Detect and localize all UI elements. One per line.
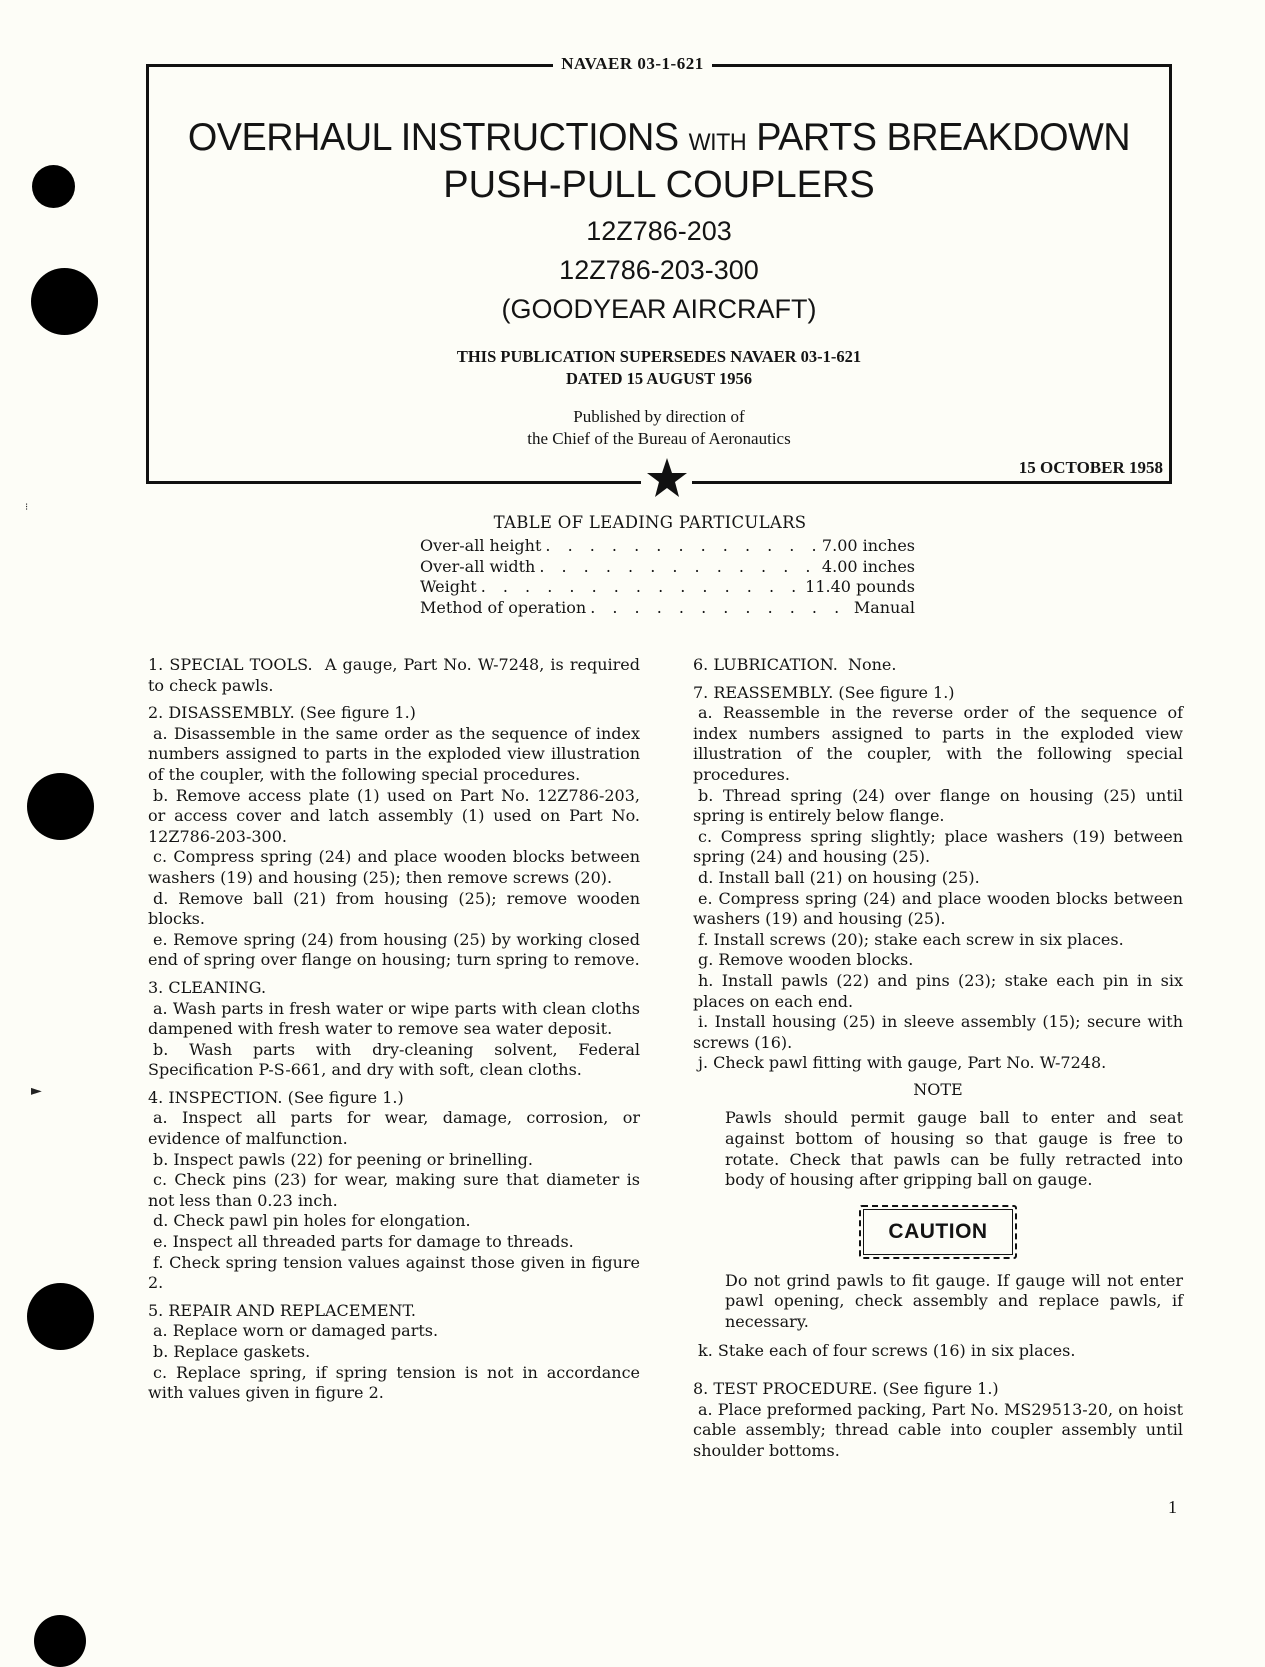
particulars-row (420, 577, 915, 598)
page-number: 1 (1168, 1497, 1177, 1517)
step: b. Replace gaskets. (153, 1342, 311, 1361)
supersedes-line-1: THIS PUBLICATION SUPERSEDES NAVAER 03-1-621 (456, 347, 862, 366)
step: b. Inspect pawls (22) for peening or brinelling. (153, 1149, 533, 1169)
section-reassembly (693, 683, 1183, 1362)
publication-date: 15 OCTOBER 1958 (1018, 458, 1163, 477)
section-test-procedure (693, 1379, 1183, 1461)
title-part-2: PARTS BREAKDOWN (756, 116, 1131, 159)
step: b. Thread spring (24) over flange on housing (25) until spring is entirely below flange. (693, 785, 1183, 826)
section-heading: 7. REASSEMBLY. (See figure 1.) (693, 682, 955, 702)
caution-text: Do not grind pawls to fit gauge. If gauge will not enter pawl opening, check assembly and replace pawls, if necessary. (725, 1270, 1183, 1332)
part-number-2: 12Z786-203-300 (559, 255, 759, 285)
step: d. Remove ball (21) from housing (25); remove wooden blocks. (148, 888, 640, 929)
document-title (161, 114, 1156, 167)
particulars-value: 7.00 inches (821, 536, 915, 555)
leader-dots (541, 536, 818, 557)
step: b. Remove access plate (1) used on Part No. 12Z786-203, or access cover and latch assembly (1) used on Part No. 12Z786-203-300. (148, 785, 640, 846)
step: d. Check pawl pin holes for elongation. (153, 1211, 471, 1231)
step: a. Reassemble in the reverse order of the sequence of index numbers assigned to parts in the exploded view illustration of the coupler, with the following special procedures. (693, 703, 1183, 784)
supersedes-line-2: DATED 15 AUGUST 1956 (566, 369, 752, 388)
leader-dots (535, 557, 818, 578)
title-with: WITH (688, 129, 747, 156)
published-line-1: Published by direction of (573, 407, 745, 426)
note-heading: NOTE (913, 1079, 963, 1099)
step: a. Inspect all parts for wear, damage, corrosion, or evidence of malfunction. (148, 1108, 640, 1149)
particulars-table (420, 536, 915, 618)
header-bottom-rule-left (146, 481, 641, 484)
step: h. Install pawls (22) and pins (23); stake each pin in six places on each end. (693, 970, 1183, 1011)
publisher-statement (146, 406, 1172, 450)
step: i. Install housing (25) in sleeve assembly (15); secure with screws (16). (693, 1012, 1183, 1052)
section-heading: 8. TEST PROCEDURE. (See figure 1.) (693, 1379, 999, 1399)
particulars-value: 11.40 pounds (805, 577, 915, 596)
section-heading: 1. SPECIAL TOOLS. (148, 655, 313, 674)
step: a. Disassemble in the same order as the sequence of index numbers assigned to parts in the exploded view illustration of the coupler, with the following special procedures. (148, 723, 640, 784)
step: e. Remove spring (24) from housing (25) by working closed end of spring over flange on housing; turn spring to remove. (148, 929, 640, 970)
section-text: None. (847, 655, 897, 674)
particulars-row (420, 536, 915, 557)
particulars-value: Manual (853, 597, 915, 617)
caution-box (859, 1205, 1017, 1259)
left-column (148, 655, 640, 1411)
punch-hole (32, 165, 75, 208)
section-heading: 3. CLEANING. (148, 977, 267, 997)
particulars-title: TABLE OF LEADING PARTICULARS (493, 513, 807, 532)
section-lubrication (693, 655, 1183, 676)
section-repair (148, 1301, 640, 1404)
published-line-2: the Chief of the Bureau of Aeronautics (527, 429, 791, 448)
manufacturer: (GOODYEAR AIRCRAFT) (501, 294, 817, 324)
step: f. Check spring tension values against those given in figure 2. (148, 1252, 640, 1293)
header-bottom-rule-right (692, 481, 1172, 484)
leader-dots (586, 598, 850, 619)
punch-hole (27, 1283, 94, 1350)
particulars-label: Over-all width (420, 556, 536, 576)
punch-hole (27, 773, 94, 840)
document-subtitle: PUSH-PULL COUPLERS (443, 164, 875, 206)
section-text: A gauge, Part No. W-7248, is required to check pawls. (148, 655, 641, 695)
step: c. Replace spring, if spring tension is not in accordance with values given in figure 2. (148, 1362, 640, 1403)
note-text: Pawls should permit gauge ball to enter and seat against bottom of housing so that gauge is free to rotate. Check that pawls can be fully retracted into body of housing after gripping ball on gauge. (725, 1108, 1183, 1190)
section-heading: 5. REPAIR AND REPLACEMENT. (148, 1300, 416, 1320)
step: c. Check pins (23) for wear, making sure that diameter is not less than 0.23 inch. (148, 1170, 640, 1210)
section-special-tools (148, 655, 640, 696)
step: e. Compress spring (24) and place wooden blocks between washers (19) and housing (25). (693, 888, 1183, 929)
supersedes-notice (146, 346, 1172, 390)
title-part-1: OVERHAUL INSTRUCTIONS (187, 116, 679, 159)
particulars-value: 4.00 inches (821, 556, 915, 576)
step: c. Compress spring (24) and place wooden blocks between washers (19) and housing (25); then remove screws (20). (148, 847, 640, 887)
section-heading: 4. INSPECTION. (See figure 1.) (148, 1087, 404, 1107)
scan-mark: ⁝ (25, 502, 29, 513)
particulars-row (420, 557, 915, 578)
scan-mark: ► (31, 1083, 42, 1099)
section-disassembly (148, 703, 640, 971)
section-heading: 2. DISASSEMBLY. (See figure 1.) (148, 703, 416, 723)
section-heading: 6. LUBRICATION. (693, 655, 838, 674)
step: e. Inspect all threaded parts for damage to threads. (153, 1232, 574, 1252)
step: j. Check pawl fitting with gauge, Part No. W-7248. (698, 1053, 1107, 1073)
caution-label: CAUTION (888, 1219, 988, 1243)
step: d. Install ball (21) on housing (25). (698, 867, 980, 887)
punch-hole (34, 1615, 86, 1667)
document-number: NAVAER 03-1-621 (0, 54, 1265, 74)
particulars-label: Method of operation (420, 597, 587, 617)
star-icon (646, 457, 688, 499)
step: a. Place preformed packing, Part No. MS29513-20, on hoist cable assembly; thread cable into coupler assembly until shoulder bottoms. (693, 1399, 1183, 1460)
step: k. Stake each of four screws (16) in six places. (698, 1340, 1076, 1360)
particulars-label: Over-all height (420, 536, 542, 555)
particulars-label: Weight (420, 577, 477, 596)
particulars-row (420, 598, 915, 619)
section-cleaning (148, 978, 640, 1081)
step: a. Wash parts in fresh water or wipe parts with clean cloths dampened with fresh water to remove sea water deposit. (148, 998, 640, 1039)
step: f. Install screws (20); stake each screw in six places. (698, 929, 1124, 949)
step: b. Wash parts with dry-cleaning solvent, Federal Specification P-S-661, and dry with soft, clean cloths. (148, 1039, 640, 1080)
right-column (693, 655, 1183, 1469)
leader-dots (477, 577, 801, 598)
punch-hole (31, 268, 98, 335)
step: c. Compress spring slightly; place washers (19) between spring (24) and housing (25). (693, 826, 1183, 867)
section-inspection (148, 1088, 640, 1294)
step: g. Remove wooden blocks. (698, 950, 914, 970)
part-number-1: 12Z786-203 (586, 216, 732, 246)
step: a. Replace worn or damaged parts. (153, 1321, 439, 1341)
